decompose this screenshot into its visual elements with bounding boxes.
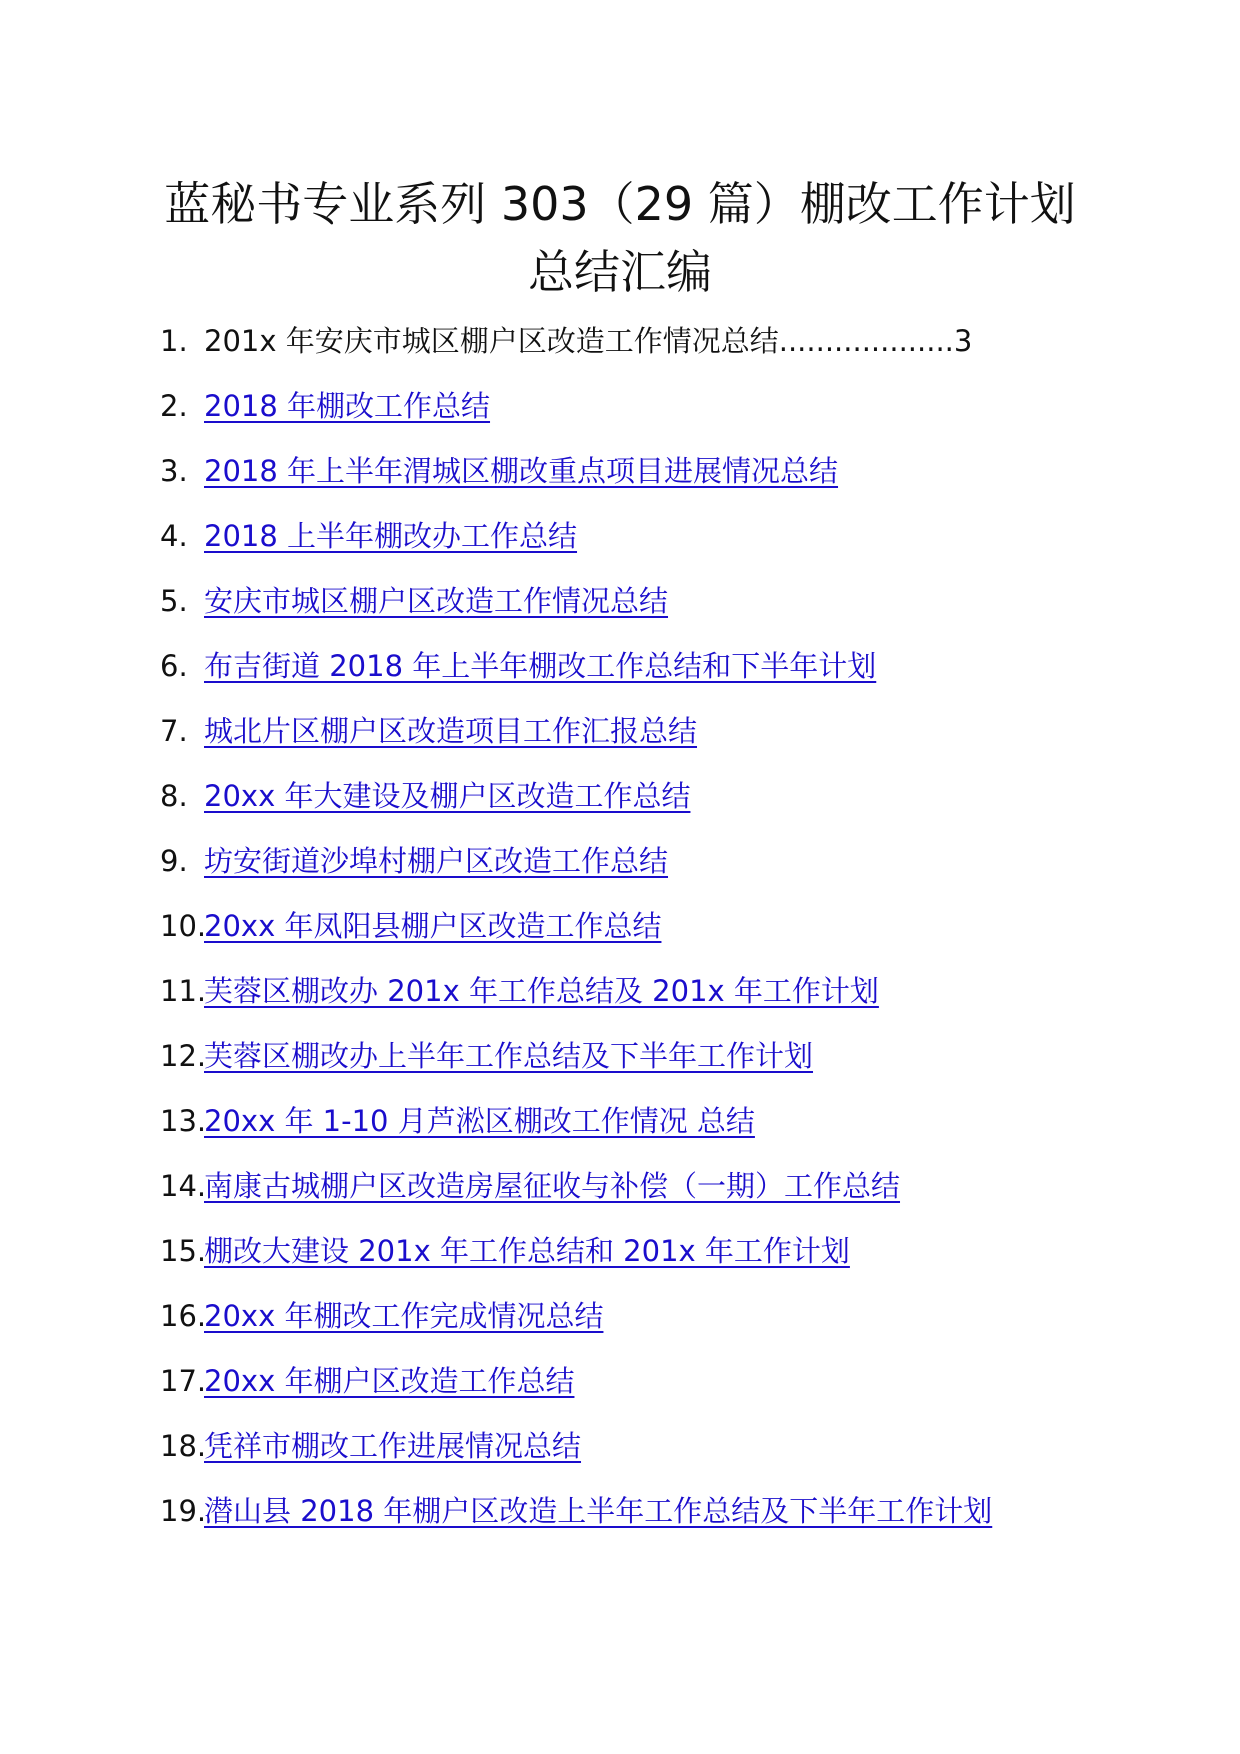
toc-item[interactable] xyxy=(160,1488,1160,1553)
document-title xyxy=(120,170,1120,306)
toc-item[interactable] xyxy=(160,1358,1160,1423)
toc-item-number: 12. xyxy=(160,1039,207,1073)
toc-item-link[interactable]: 坊安街道沙埠村棚户区改造工作总结 xyxy=(204,844,669,878)
toc-item-link[interactable]: 芙蓉区棚改办上半年工作总结及下半年工作计划 xyxy=(204,1039,814,1073)
toc-item-link[interactable]: 凭祥市棚改工作进展情况总结 xyxy=(204,1429,582,1463)
toc-item-number: 11. xyxy=(160,974,207,1008)
toc-item-number: 1. xyxy=(160,324,188,358)
toc-item-link[interactable]: 南康古城棚户区改造房屋征收与补偿（一期）工作总结 xyxy=(204,1169,901,1203)
toc-item-number: 9. xyxy=(160,844,188,878)
toc-item-link[interactable]: 20xx 年棚户区改造工作总结 xyxy=(204,1364,575,1398)
toc-item[interactable] xyxy=(160,513,1160,578)
toc-item-link[interactable]: 棚改大建设 201x 年工作总结和 201x 年工作计划 xyxy=(204,1234,850,1268)
toc-item[interactable] xyxy=(160,1163,1160,1228)
table-of-contents xyxy=(160,318,1160,1553)
toc-item-number: 19. xyxy=(160,1494,207,1528)
toc-item-link[interactable]: 20xx 年凤阳县棚户区改造工作总结 xyxy=(204,909,662,943)
toc-item-link[interactable]: 2018 上半年棚改办工作总结 xyxy=(204,519,578,553)
toc-item[interactable] xyxy=(160,1098,1160,1163)
toc-item-link[interactable]: 布吉街道 2018 年上半年棚改工作总结和下半年计划 xyxy=(204,649,877,683)
toc-item-text: 201x 年安庆市城区棚户区改造工作情况总结...................3 xyxy=(204,324,973,358)
toc-item-number: 8. xyxy=(160,779,188,813)
toc-item-link[interactable]: 潜山县 2018 年棚户区改造上半年工作总结及下半年工作计划 xyxy=(204,1494,993,1528)
toc-item-link[interactable]: 城北片区棚户区改造项目工作汇报总结 xyxy=(204,714,698,748)
toc-item[interactable] xyxy=(160,903,1160,968)
toc-item-number: 4. xyxy=(160,519,188,553)
toc-item-number: 13. xyxy=(160,1104,207,1138)
toc-item-link[interactable]: 20xx 年棚改工作完成情况总结 xyxy=(204,1299,604,1333)
toc-item-number: 6. xyxy=(160,649,188,683)
toc-item-number: 17. xyxy=(160,1364,207,1398)
toc-item-link[interactable]: 20xx 年 1-10 月芦淞区棚改工作情况 总结 xyxy=(204,1104,755,1138)
toc-item-link[interactable]: 安庆市城区棚户区改造工作情况总结 xyxy=(204,584,669,618)
toc-item[interactable] xyxy=(160,708,1160,773)
toc-item-number: 3. xyxy=(160,454,188,488)
toc-item-number: 15. xyxy=(160,1234,207,1268)
toc-item-link[interactable]: 20xx 年大建设及棚户区改造工作总结 xyxy=(204,779,691,813)
toc-item[interactable] xyxy=(160,1033,1160,1098)
title-line-2: 总结汇编 xyxy=(528,245,712,299)
toc-item[interactable] xyxy=(160,1293,1160,1358)
toc-item-link[interactable]: 2018 年上半年渭城区棚改重点项目进展情况总结 xyxy=(204,454,839,488)
toc-item[interactable] xyxy=(160,448,1160,513)
toc-item[interactable] xyxy=(160,968,1160,1033)
toc-item-number: 7. xyxy=(160,714,188,748)
toc-item[interactable] xyxy=(160,383,1160,448)
toc-item[interactable] xyxy=(160,1228,1160,1293)
toc-item-number: 5. xyxy=(160,584,188,618)
toc-item[interactable] xyxy=(160,643,1160,708)
toc-item xyxy=(160,318,1160,383)
toc-item-number: 18. xyxy=(160,1429,207,1463)
toc-item-number: 16. xyxy=(160,1299,207,1333)
title-line-1: 蓝秘书专业系列 303（29 篇）棚改工作计划 xyxy=(164,177,1076,231)
toc-item-number: 2. xyxy=(160,389,188,423)
toc-item[interactable] xyxy=(160,838,1160,903)
toc-item[interactable] xyxy=(160,578,1160,643)
toc-item-link[interactable]: 芙蓉区棚改办 201x 年工作总结及 201x 年工作计划 xyxy=(204,974,879,1008)
toc-item-number: 10. xyxy=(160,909,207,943)
toc-item-number: 14. xyxy=(160,1169,207,1203)
toc-item[interactable] xyxy=(160,1423,1160,1488)
toc-item-link[interactable]: 2018 年棚改工作总结 xyxy=(204,389,491,423)
toc-item[interactable] xyxy=(160,773,1160,838)
